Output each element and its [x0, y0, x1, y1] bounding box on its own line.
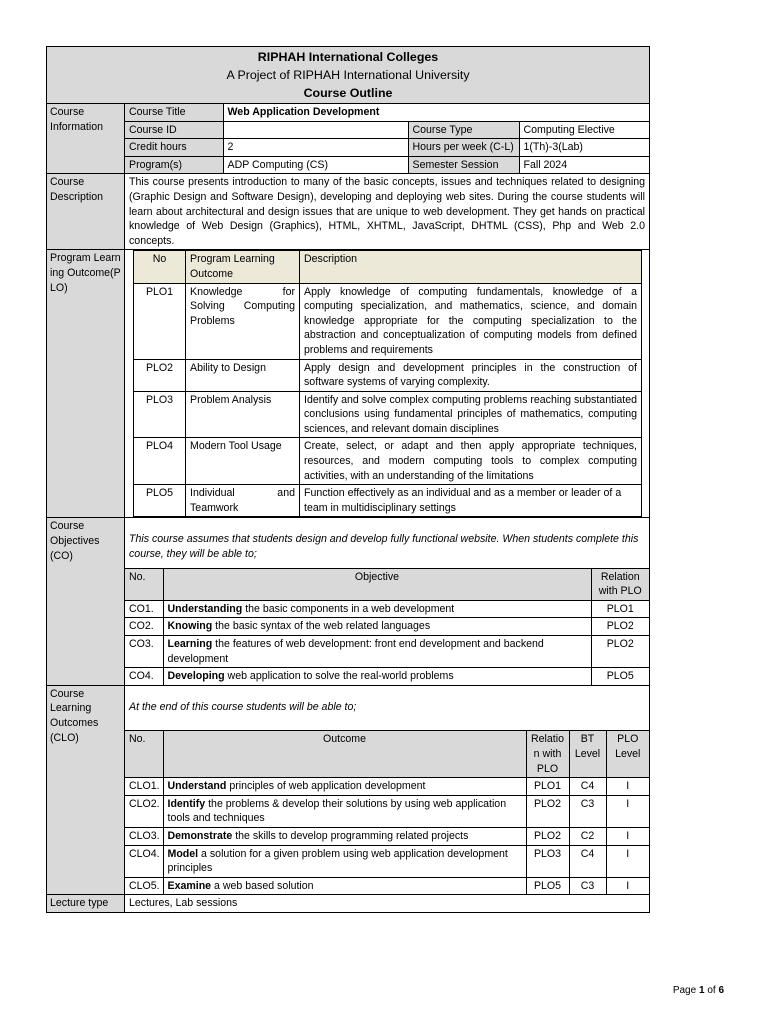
clo-relation-header: Relation with PLO — [526, 731, 569, 778]
clo-outcome: Demonstrate the skills to develop programming related projects — [163, 827, 526, 845]
plo-description: Apply design and development principles in the construction of software systems of varying complexity. — [300, 359, 642, 391]
college-name: RIPHAH International Colleges — [257, 50, 439, 64]
hours-per-week-value: 1(Th)-3(Lab) — [519, 139, 649, 157]
clo-relation: PLO2 — [526, 795, 569, 827]
course-title-label: Course Title — [125, 104, 223, 121]
clo-no: CLO2. — [125, 795, 163, 827]
table-row — [125, 618, 649, 636]
programs-value: ADP Computing (CS) — [223, 156, 408, 173]
course-objectives-table — [125, 568, 649, 685]
plo-no: PLO5 — [134, 485, 186, 517]
outline-title: Course Outline — [303, 86, 393, 100]
clo-outcome: Examine a web based solution — [163, 877, 526, 894]
hours-per-week-label: Hours per week (C-L) — [408, 139, 519, 157]
table-row — [125, 877, 649, 894]
plo-description: Apply knowledge of computing fundamentals, knowledge of a computing specialization, and mathematics, science, and domain knowledge appropriate for the computing specialization to the abstraction and conceptualization of computing models from defined problems and requirements — [300, 283, 642, 359]
clo-no: CLO5. — [125, 877, 163, 894]
course-objectives-section — [47, 518, 650, 685]
plo-outcome-header: Program Learning Outcome — [186, 251, 300, 283]
plo-description: Function effectively as an individual and as a member or leader of a team in multidisciplinary settings — [300, 485, 642, 517]
clo-no: CLO1. — [125, 778, 163, 796]
co-objective: Developing web application to solve the real-world problems — [163, 668, 591, 685]
lecture-type-section — [47, 895, 650, 913]
clo-section — [47, 685, 650, 895]
co-relation: PLO1 — [591, 600, 649, 618]
clo-outcome: Identify the problems & develop their solutions by using web application tools and techniques — [163, 795, 526, 827]
clo-relation: PLO5 — [526, 877, 569, 894]
clo-bt: C4 — [569, 778, 606, 796]
co-no: CO1. — [125, 600, 163, 618]
course-information-section — [47, 104, 650, 174]
course-type-label: Course Type — [408, 121, 519, 139]
plo-no: PLO2 — [134, 359, 186, 391]
clo-bt: C2 — [569, 827, 606, 845]
course-description-text: This course presents introduction to many of the basic concepts, issues and techniques related to designing (Graphic Design and Software Design), developing and deploying web sites. During the course students will learn about architectural and design issues that are unique to web development. They get hands on practical knowledge of Web Design (Graphics), HTML, XHTML, JavaScript, DHTML (CSS), Php and Web 2.0 concepts. — [125, 174, 650, 250]
clo-outcome-header: Outcome — [163, 731, 526, 778]
co-objective: Knowing the basic syntax of the web related languages — [163, 618, 591, 636]
table-row — [125, 845, 649, 877]
co-header-row — [125, 568, 649, 600]
co-objective: Learning the features of web development: front end development and backend development — [163, 636, 591, 668]
course-objectives-intro: This course assumes that students design and develop fully functional website. When students complete this course, they will be able to; — [129, 533, 639, 561]
plo-outcome: Ability to Design — [186, 359, 300, 391]
clo-plo-level: I — [606, 795, 649, 827]
clo-label: Course Learning Outcomes (CLO) — [47, 685, 125, 895]
semester-session-value: Fall 2024 — [523, 158, 568, 171]
plo-table — [133, 250, 642, 517]
clo-plo-level: I — [606, 827, 649, 845]
plo-no: PLO4 — [134, 438, 186, 485]
plo-description: Create, select, or adapt and then apply appropriate techniques, resources, and modern computing tools to complex computing activities, with an understanding of the limitations — [300, 438, 642, 485]
clo-intro: At the end of this course students will be able to; — [129, 700, 357, 713]
co-objective: Understanding the basic components in a web development — [163, 600, 591, 618]
course-type-value: Computing Elective — [519, 121, 649, 139]
table-row — [134, 391, 642, 438]
clo-header-row — [125, 731, 649, 778]
course-title-value: Web Application Development — [223, 104, 649, 121]
document-header — [47, 47, 650, 104]
lecture-type-value: Lectures, Lab sessions — [125, 895, 650, 913]
table-row — [134, 485, 642, 517]
plo-outcome: Modern Tool Usage — [186, 438, 300, 485]
table-row — [134, 283, 642, 359]
credit-hours-label: Credit hours — [125, 139, 223, 157]
course-information-table — [125, 104, 649, 173]
table-row — [125, 668, 649, 685]
clo-no: CLO3. — [125, 827, 163, 845]
clo-bt: C4 — [569, 845, 606, 877]
table-row — [125, 827, 649, 845]
plo-outcome: Problem Analysis — [186, 391, 300, 438]
university-line: A Project of RIPHAH International University — [226, 68, 470, 82]
co-objective-header: Objective — [163, 568, 591, 600]
course-id-label: Course ID — [125, 121, 223, 139]
plo-no: PLO3 — [134, 391, 186, 438]
course-outline-table — [46, 46, 650, 913]
co-relation-header: Relation with PLO — [591, 568, 649, 600]
course-id-value — [223, 121, 408, 139]
plo-label: Program Learning Outcome(PLO) — [47, 250, 125, 518]
clo-plo-level: I — [626, 879, 630, 892]
clo-bt: C3 — [569, 877, 606, 894]
semester-session-label: Semester Session — [408, 156, 519, 173]
clo-plo-level: I — [606, 778, 649, 796]
clo-plo-level: I — [606, 845, 649, 877]
clo-relation: PLO3 — [526, 845, 569, 877]
plo-section — [47, 250, 650, 518]
course-description-label: Course Description — [47, 174, 125, 250]
co-no: CO3. — [125, 636, 163, 668]
course-description-section — [47, 174, 650, 250]
table-row — [125, 795, 649, 827]
co-no-header: No. — [125, 568, 163, 600]
table-row — [125, 778, 649, 796]
table-row — [125, 600, 649, 618]
plo-description: Identify and solve complex computing problems reaching substantiated conclusions using fundamental principles of mathematics, computing sciences, and relevant domain disciplines — [300, 391, 642, 438]
plo-outcome: Knowledge for Solving Computing Problems — [186, 283, 300, 359]
plo-no: PLO1 — [134, 283, 186, 359]
clo-plo-level-header: PLO Level — [606, 731, 649, 778]
clo-bt: C3 — [569, 795, 606, 827]
clo-table — [125, 730, 649, 894]
clo-relation: PLO2 — [526, 827, 569, 845]
clo-relation: PLO1 — [526, 778, 569, 796]
plo-header-row — [134, 251, 642, 283]
clo-no-header: No. — [125, 731, 163, 778]
clo-bt-header: BT Level — [569, 731, 606, 778]
clo-outcome: Understand principles of web application development — [163, 778, 526, 796]
plo-outcome: Individual and Teamwork — [186, 485, 300, 517]
course-outline-document — [46, 46, 649, 913]
table-row — [134, 438, 642, 485]
table-row — [125, 636, 649, 668]
plo-no-header: No — [134, 251, 186, 283]
table-row — [134, 359, 642, 391]
course-information-label: Course Information — [47, 104, 125, 174]
page-number: Page 1 of 6 — [672, 985, 724, 996]
co-no: CO2. — [125, 618, 163, 636]
co-relation: PLO2 — [591, 618, 649, 636]
plo-description-header: Description — [300, 251, 642, 283]
co-relation: PLO5 — [606, 670, 634, 683]
clo-no: CLO4. — [125, 845, 163, 877]
credit-hours-value: 2 — [223, 139, 408, 157]
co-relation: PLO2 — [591, 636, 649, 668]
course-objectives-label: Course Objectives (CO) — [47, 518, 125, 685]
clo-outcome: Model a solution for a given problem using web application development principles — [163, 845, 526, 877]
co-no: CO4. — [125, 668, 163, 685]
programs-label: Program(s) — [125, 156, 223, 173]
lecture-type-label: Lecture type — [47, 895, 125, 913]
